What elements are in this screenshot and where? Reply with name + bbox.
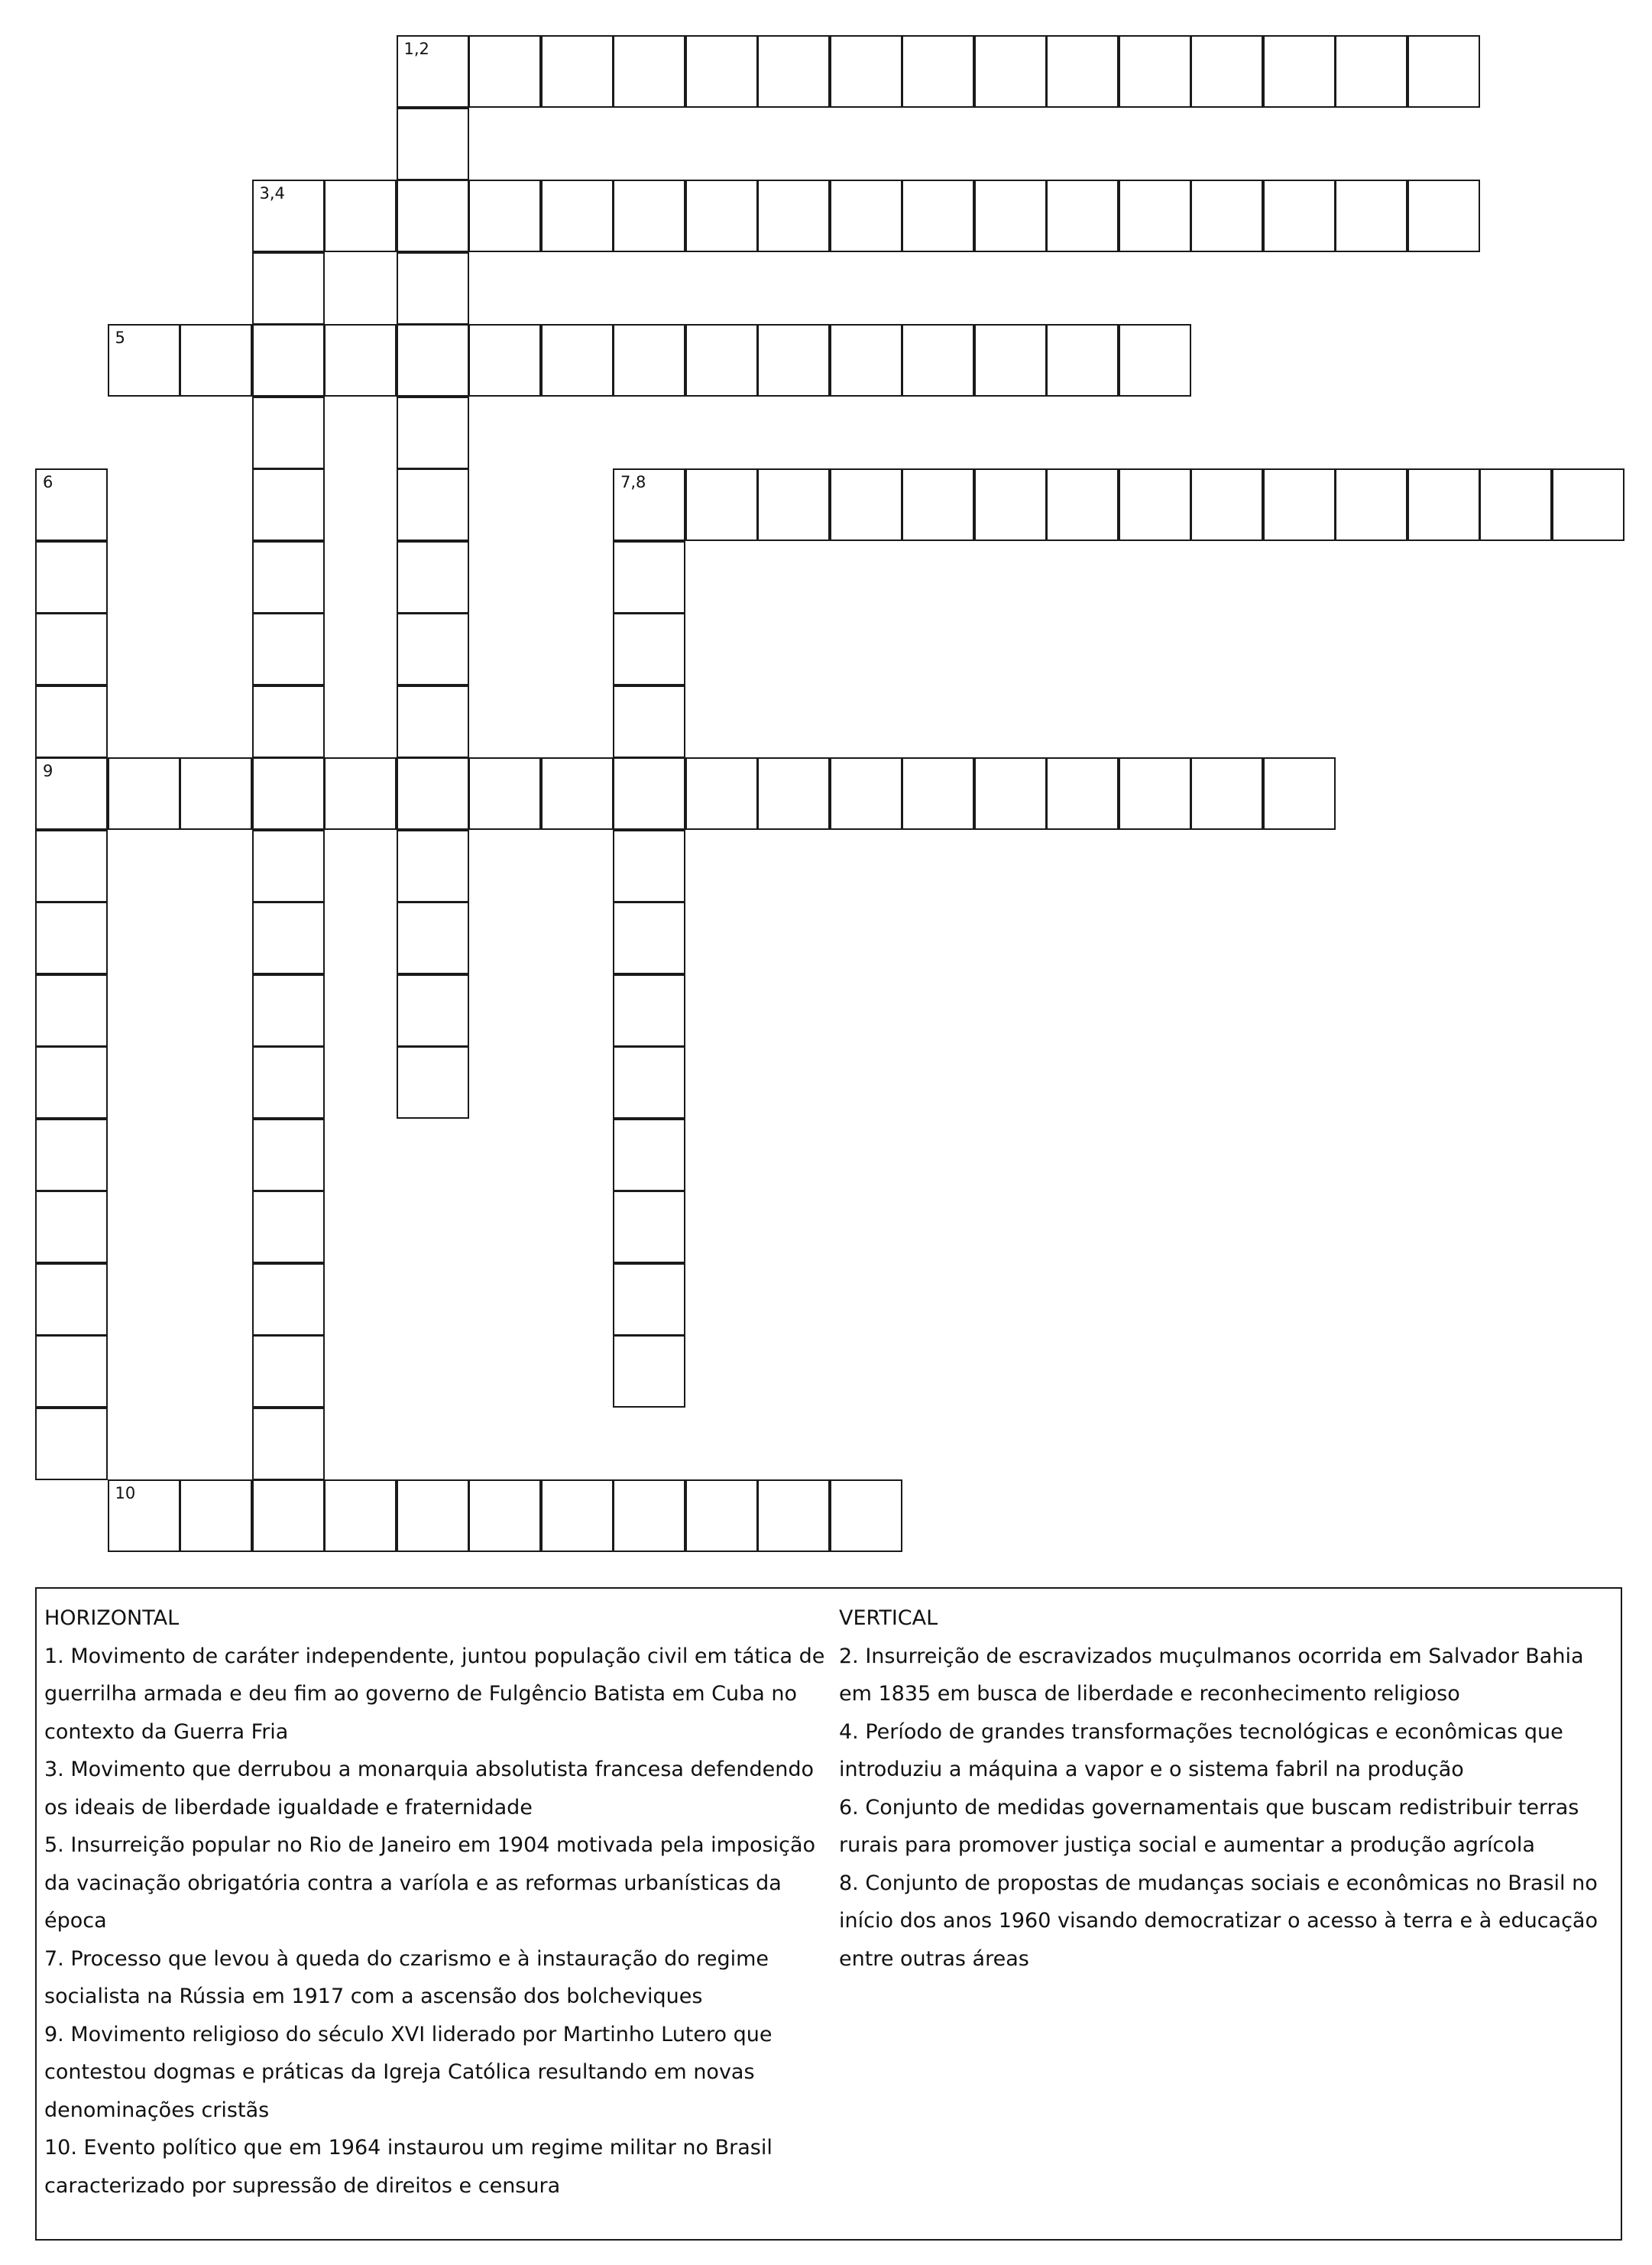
grid-cell[interactable] bbox=[35, 685, 108, 758]
grid-cell[interactable] bbox=[830, 1479, 902, 1552]
clue-horizontal-5: 5. Insurreição popular no Rio de Janeiro em 1904 motivada pela imposição da vacinação obrigatória contra a varíola e as reformas urbanísticas da época bbox=[44, 1833, 816, 1933]
grid-cell[interactable] bbox=[397, 974, 469, 1047]
clue-vertical-2: 2. Insurreição de escravizados muçulmanos ocorrida em Salvador Bahia em 1835 em busca de liberdade e reconhecimento religioso bbox=[839, 1644, 1584, 1706]
grid-cell[interactable] bbox=[613, 757, 685, 830]
grid-cell[interactable] bbox=[35, 902, 108, 974]
grid-cell[interactable] bbox=[1263, 35, 1336, 108]
grid-cell[interactable] bbox=[1407, 468, 1480, 541]
grid-cell[interactable] bbox=[541, 324, 614, 397]
clue-horizontal-10: 10. Evento político que em 1964 instaurou um regime militar no Brasil caracterizado por supressão de direitos e censura bbox=[44, 2136, 773, 2198]
clue-horizontal-3: 3. Movimento que derrubou a monarquia absolutista francesa defendendo os ideais de liberdade igualdade e fraternidade bbox=[44, 1758, 815, 1819]
grid-cell[interactable] bbox=[397, 108, 469, 180]
grid-cell[interactable] bbox=[397, 757, 469, 830]
grid-cell[interactable] bbox=[1552, 468, 1624, 541]
grid-cell[interactable] bbox=[613, 1479, 685, 1552]
grid-cell[interactable] bbox=[35, 757, 108, 830]
grid-cell[interactable] bbox=[252, 1191, 325, 1263]
grid-cell[interactable] bbox=[1119, 757, 1191, 830]
grid-cell[interactable] bbox=[613, 35, 685, 108]
grid-cell[interactable] bbox=[613, 324, 685, 397]
grid-cell[interactable] bbox=[397, 397, 469, 469]
grid-cell[interactable] bbox=[1046, 180, 1119, 252]
grid-cell[interactable] bbox=[468, 1479, 541, 1552]
clue-vertical-4: 4. Período de grandes transformações tecnológicas e econômicas que introduziu a máquina a vapor e o sistema fabril na produção bbox=[839, 1719, 1563, 1781]
grid-cell[interactable] bbox=[397, 541, 469, 614]
grid-cell[interactable] bbox=[613, 180, 685, 252]
grid-cell[interactable] bbox=[757, 35, 830, 108]
grid-cell[interactable] bbox=[541, 180, 614, 252]
horizontal-heading: HORIZONTAL bbox=[44, 1606, 180, 1630]
grid-cell[interactable] bbox=[397, 830, 469, 902]
grid-cell[interactable] bbox=[252, 902, 325, 974]
grid-cell[interactable] bbox=[1263, 180, 1336, 252]
grid-cell[interactable] bbox=[1190, 35, 1263, 108]
grid-cell[interactable] bbox=[902, 180, 974, 252]
grid-cell[interactable] bbox=[757, 324, 830, 397]
clue-number: 10 bbox=[115, 1484, 136, 1502]
grid-cell[interactable] bbox=[613, 468, 685, 541]
grid-cell[interactable] bbox=[830, 35, 902, 108]
clue-number: 3,4 bbox=[259, 184, 285, 203]
grid-cell[interactable] bbox=[252, 1119, 325, 1191]
grid-cell[interactable] bbox=[613, 1263, 685, 1336]
grid-cell[interactable] bbox=[613, 902, 685, 974]
grid-cell[interactable] bbox=[1190, 757, 1263, 830]
clue-number: 1,2 bbox=[403, 40, 429, 58]
grid-cell[interactable] bbox=[613, 685, 685, 758]
clue-number: 6 bbox=[43, 473, 53, 491]
grid-cell[interactable] bbox=[685, 757, 758, 830]
grid-cell[interactable] bbox=[1046, 35, 1119, 108]
grid-cell[interactable] bbox=[252, 541, 325, 614]
grid-cell[interactable] bbox=[252, 397, 325, 469]
grid-cell[interactable] bbox=[252, 613, 325, 685]
clues-box bbox=[35, 1587, 1622, 2241]
grid-cell[interactable] bbox=[468, 757, 541, 830]
grid-cell[interactable] bbox=[397, 468, 469, 541]
grid-cell[interactable] bbox=[541, 757, 614, 830]
grid-cell[interactable] bbox=[541, 35, 614, 108]
grid-cell[interactable] bbox=[252, 324, 325, 397]
grid-cell[interactable] bbox=[252, 1408, 325, 1480]
grid-cell[interactable] bbox=[974, 468, 1047, 541]
grid-cell[interactable] bbox=[252, 685, 325, 758]
grid-cell[interactable] bbox=[397, 324, 469, 397]
grid-cell[interactable] bbox=[1119, 324, 1191, 397]
grid-cell[interactable] bbox=[468, 180, 541, 252]
grid-cell[interactable] bbox=[35, 1191, 108, 1263]
grid-cell[interactable] bbox=[902, 35, 974, 108]
grid-cell[interactable] bbox=[613, 613, 685, 685]
grid-cell[interactable] bbox=[252, 468, 325, 541]
grid-cell[interactable] bbox=[397, 1046, 469, 1119]
grid-cell[interactable] bbox=[108, 1479, 180, 1552]
grid-cell[interactable] bbox=[757, 757, 830, 830]
grid-cell[interactable] bbox=[830, 468, 902, 541]
grid-cell[interactable] bbox=[35, 468, 108, 541]
grid-cell[interactable] bbox=[1119, 180, 1191, 252]
grid-cell[interactable] bbox=[613, 830, 685, 902]
grid-cell[interactable] bbox=[1046, 757, 1119, 830]
grid-cell[interactable] bbox=[613, 1119, 685, 1191]
grid-cell[interactable] bbox=[397, 35, 469, 108]
grid-cell[interactable] bbox=[252, 180, 325, 252]
grid-cell[interactable] bbox=[397, 252, 469, 325]
grid-cell[interactable] bbox=[1046, 468, 1119, 541]
grid-cell[interactable] bbox=[397, 685, 469, 758]
grid-cell[interactable] bbox=[397, 902, 469, 974]
clue-number: 5 bbox=[115, 329, 125, 347]
grid-cell[interactable] bbox=[35, 613, 108, 685]
grid-cell[interactable] bbox=[1335, 35, 1407, 108]
grid-cell[interactable] bbox=[974, 324, 1047, 397]
grid-cell[interactable] bbox=[1479, 468, 1552, 541]
grid-cell[interactable] bbox=[35, 541, 108, 614]
grid-cell[interactable] bbox=[252, 757, 325, 830]
grid-cell[interactable] bbox=[1119, 35, 1191, 108]
grid-cell[interactable] bbox=[1190, 468, 1263, 541]
grid-cell[interactable] bbox=[252, 1479, 325, 1552]
grid-cell[interactable] bbox=[1407, 35, 1480, 108]
clue-horizontal-9: 9. Movimento religioso do século XVI liderado por Martinho Lutero que contestou dogmas e práticas da Igreja Católica resultando em novas denominações cristãs bbox=[44, 2022, 773, 2122]
grid-cell[interactable] bbox=[180, 324, 252, 397]
grid-cell[interactable] bbox=[397, 613, 469, 685]
grid-cell[interactable] bbox=[397, 180, 469, 252]
grid-cell[interactable] bbox=[902, 468, 974, 541]
grid-cell[interactable] bbox=[685, 35, 758, 108]
clue-horizontal-7: 7. Processo que levou à queda do czarismo e à instauração do regime socialista na Rússia em 1917 com a ascensão dos bolcheviques bbox=[44, 1946, 769, 2008]
grid-cell[interactable] bbox=[685, 180, 758, 252]
horizontal-clues bbox=[44, 1599, 839, 2205]
grid-cell[interactable] bbox=[35, 1046, 108, 1119]
grid-cell[interactable] bbox=[1407, 180, 1480, 252]
vertical-clues bbox=[839, 1599, 1615, 1978]
grid-cell[interactable] bbox=[324, 180, 397, 252]
grid-cell[interactable] bbox=[685, 1479, 758, 1552]
grid-cell[interactable] bbox=[252, 1046, 325, 1119]
grid-cell[interactable] bbox=[757, 1479, 830, 1552]
grid-cell[interactable] bbox=[974, 35, 1047, 108]
grid-cell[interactable] bbox=[902, 324, 974, 397]
grid-cell[interactable] bbox=[830, 757, 902, 830]
vertical-heading: VERTICAL bbox=[839, 1606, 938, 1630]
grid-cell[interactable] bbox=[180, 1479, 252, 1552]
grid-cell[interactable] bbox=[252, 830, 325, 902]
grid-cell[interactable] bbox=[974, 180, 1047, 252]
grid-cell[interactable] bbox=[830, 180, 902, 252]
grid-cell[interactable] bbox=[252, 974, 325, 1047]
grid-cell[interactable] bbox=[1263, 757, 1336, 830]
grid-cell[interactable] bbox=[974, 757, 1047, 830]
grid-cell[interactable] bbox=[252, 1335, 325, 1408]
clue-horizontal-1: 1. Movimento de caráter independente, juntou população civil em tática de guerrilha armada e deu fim ao governo de Fulgêncio Batista em Cuba no contexto da Guerra Fria bbox=[44, 1644, 825, 1744]
grid-cell[interactable] bbox=[1046, 324, 1119, 397]
grid-cell[interactable] bbox=[613, 974, 685, 1047]
grid-cell[interactable] bbox=[252, 1263, 325, 1336]
grid-cell[interactable] bbox=[685, 468, 758, 541]
grid-cell[interactable] bbox=[1335, 468, 1407, 541]
grid-cell[interactable] bbox=[902, 757, 974, 830]
grid-cell[interactable] bbox=[35, 830, 108, 902]
grid-cell[interactable] bbox=[108, 324, 180, 397]
grid-cell[interactable] bbox=[468, 324, 541, 397]
grid-cell[interactable] bbox=[252, 252, 325, 325]
clue-number: 9 bbox=[43, 762, 53, 780]
grid-cell[interactable] bbox=[324, 757, 397, 830]
grid-cell[interactable] bbox=[613, 1046, 685, 1119]
grid-cell[interactable] bbox=[541, 1479, 614, 1552]
grid-cell[interactable] bbox=[613, 1191, 685, 1263]
grid-cell[interactable] bbox=[108, 757, 180, 830]
grid-cell[interactable] bbox=[324, 324, 397, 397]
grid-cell[interactable] bbox=[1190, 180, 1263, 252]
grid-cell[interactable] bbox=[613, 541, 685, 614]
grid-cell[interactable] bbox=[1119, 468, 1191, 541]
grid-cell[interactable] bbox=[1263, 468, 1336, 541]
clue-number: 7,8 bbox=[620, 473, 646, 491]
grid-cell[interactable] bbox=[1335, 180, 1407, 252]
grid-cell[interactable] bbox=[685, 324, 758, 397]
grid-cell[interactable] bbox=[324, 1479, 397, 1552]
grid-cell[interactable] bbox=[35, 1119, 108, 1191]
grid-cell[interactable] bbox=[180, 757, 252, 830]
grid-cell[interactable] bbox=[35, 1335, 108, 1408]
grid-cell[interactable] bbox=[35, 1263, 108, 1336]
grid-cell[interactable] bbox=[757, 468, 830, 541]
grid-cell[interactable] bbox=[35, 1408, 108, 1480]
grid-cell[interactable] bbox=[613, 1335, 685, 1408]
grid-cell[interactable] bbox=[35, 974, 108, 1047]
clue-vertical-8: 8. Conjunto de propostas de mudanças sociais e econômicas no Brasil no início dos anos 1960 visando democratizar o acesso à terra e à educação entre outras áreas bbox=[839, 1871, 1598, 1971]
grid-cell[interactable] bbox=[397, 1479, 469, 1552]
grid-cell[interactable] bbox=[830, 324, 902, 397]
grid-cell[interactable] bbox=[468, 35, 541, 108]
clue-vertical-6: 6. Conjunto de medidas governamentais que buscam redistribuir terras rurais para promover justiça social e aumentar a produção agrícola bbox=[839, 1795, 1579, 1857]
grid-cell[interactable] bbox=[757, 180, 830, 252]
